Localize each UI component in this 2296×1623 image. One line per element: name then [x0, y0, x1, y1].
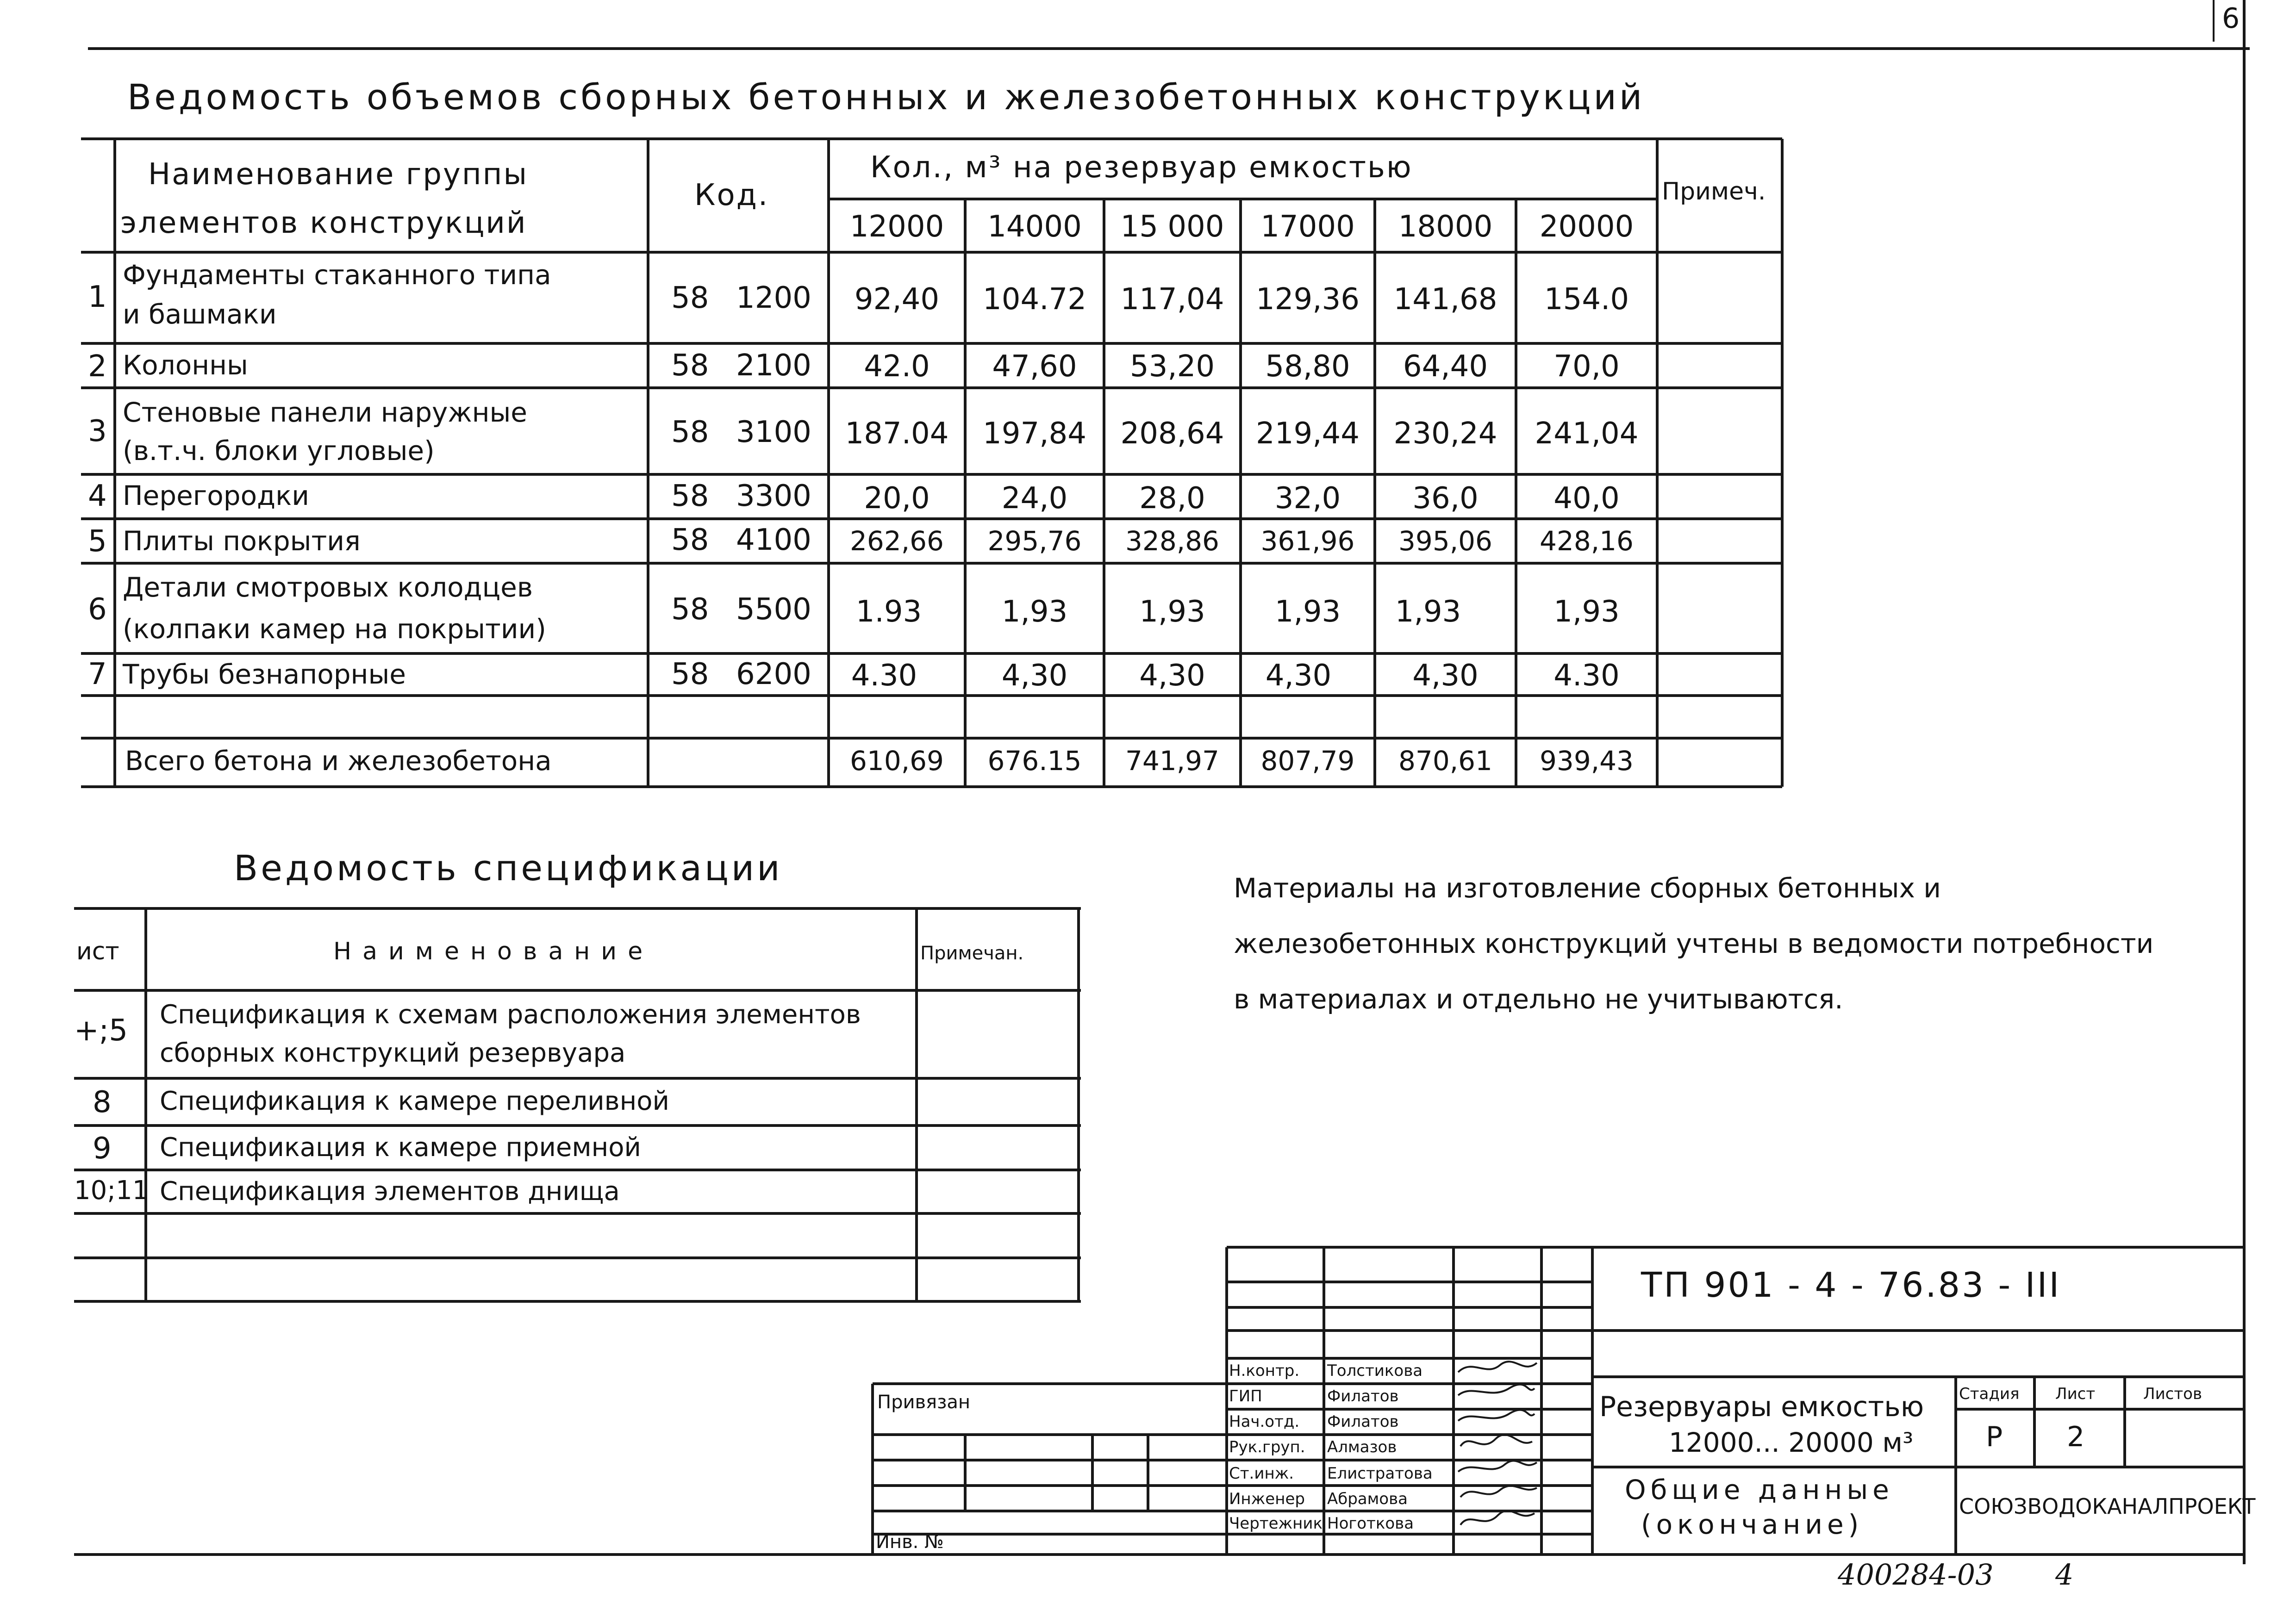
- row-number: 7: [88, 657, 107, 691]
- row-number: 2: [88, 349, 107, 384]
- spec-col-sheet-header: ист: [76, 938, 119, 965]
- materials-note-line-1: Материалы на изготовление сборных бетонных и: [1234, 872, 1941, 904]
- col-name-header-2: элементов конструкций: [120, 206, 527, 240]
- row-number: 5: [88, 524, 107, 559]
- role-label: Н.контр.: [1229, 1362, 1300, 1380]
- row-value: 1,93: [1554, 595, 1620, 629]
- spec-sheet: 8: [93, 1085, 112, 1119]
- materials-note-line-3: в материалах и отдельно не учитываются.: [1234, 983, 1843, 1015]
- person-name: Филатов: [1327, 1412, 1399, 1431]
- row-value: 24,0: [1001, 481, 1068, 516]
- row-code: 3300: [736, 479, 811, 513]
- row-value: 47,60: [992, 349, 1077, 384]
- row-value: 141,68: [1393, 282, 1497, 317]
- person-name: Абрамова: [1327, 1490, 1408, 1508]
- role-label: Нач.отд.: [1229, 1412, 1300, 1431]
- spec-name: Спецификация к камере переливной: [160, 1086, 669, 1116]
- person-name: Елистратова: [1327, 1464, 1433, 1483]
- row-value: 42.0: [864, 349, 930, 384]
- stamp-title-1: Резервуары емкостью: [1599, 1391, 1924, 1423]
- row-name-cont: (в.т.ч. блоки угловые): [123, 435, 435, 466]
- row-code-group: 58: [671, 415, 709, 449]
- total-value: 870,61: [1398, 745, 1492, 777]
- row-value: 4,30: [1001, 659, 1068, 693]
- privyazan-label: Привязан: [877, 1392, 971, 1413]
- row-value: 20,0: [864, 481, 930, 516]
- capacity-header: 17000: [1260, 210, 1355, 244]
- row-value: 64,40: [1403, 349, 1488, 384]
- sheet-value: 2: [2067, 1421, 2085, 1453]
- row-value: 219,44: [1256, 417, 1360, 451]
- row-value: 197,84: [983, 417, 1086, 451]
- row-value: 208,64: [1120, 417, 1224, 451]
- row-value: 328,86: [1125, 525, 1219, 557]
- row-code-group: 58: [671, 592, 709, 627]
- spec-name-cont: сборных конструкций резервуара: [160, 1038, 626, 1068]
- row-value: 4.30: [1554, 659, 1620, 693]
- role-label: Ст.инж.: [1229, 1464, 1294, 1483]
- capacity-header: 12000: [849, 210, 944, 244]
- role-label: Чертежник: [1229, 1514, 1323, 1533]
- row-value: 104.72: [983, 282, 1086, 317]
- row-code: 6200: [736, 657, 811, 691]
- document-code: ТП 901 - 4 - 76.83 - III: [1641, 1265, 2061, 1305]
- row-name: Детали смотровых колодцев: [123, 572, 533, 603]
- row-value: 187.04: [845, 417, 949, 451]
- col-note-header: Примеч.: [1662, 178, 1766, 205]
- archive-page: 4: [2055, 1558, 2074, 1592]
- signature-scribble: [1460, 1511, 1535, 1525]
- spec-sheet: +;5: [74, 1014, 128, 1048]
- row-value: 1,93: [1001, 595, 1068, 629]
- spec-sheet: 9: [93, 1132, 112, 1166]
- row-value: 262,66: [850, 525, 944, 557]
- capacity-header: 18000: [1398, 210, 1493, 244]
- row-value: 154.0: [1544, 282, 1629, 317]
- row-value: 230,24: [1393, 417, 1497, 451]
- row-value: 4,30: [1265, 659, 1332, 693]
- organization-name: СОЮЗВОДОКАНАЛПРОЕКТ: [1959, 1494, 2256, 1519]
- row-value: 70,0: [1554, 349, 1620, 384]
- signature-scribble: [1460, 1486, 1537, 1497]
- row-number: 3: [88, 414, 107, 448]
- total-value: 807,79: [1260, 745, 1355, 777]
- row-value: 1,93: [1139, 595, 1205, 629]
- page-number: 6: [2222, 2, 2240, 35]
- row-value: 361,96: [1260, 525, 1355, 557]
- row-value: 129,36: [1256, 282, 1360, 317]
- signature-scribble: [1458, 1461, 1537, 1472]
- stage-label: Стадия: [1959, 1385, 2020, 1403]
- row-value: 53,20: [1129, 349, 1215, 384]
- row-code: 1200: [736, 281, 811, 315]
- row-code-group: 58: [671, 479, 709, 513]
- row-value: 40,0: [1554, 481, 1620, 516]
- spec-col-name-header: Наименование: [333, 938, 654, 965]
- capacity-header: 20000: [1539, 210, 1634, 244]
- row-code-group: 58: [671, 657, 709, 691]
- row-name: Перегородки: [123, 480, 309, 511]
- total-value: 741,97: [1125, 745, 1219, 777]
- row-code-group: 58: [671, 281, 709, 315]
- spec-col-note-header: Примечан.: [920, 943, 1024, 964]
- row-value: 1,93: [1395, 595, 1461, 629]
- signature-scribble: [1458, 1362, 1537, 1372]
- spec-sheet: 10;11: [74, 1175, 149, 1206]
- spec-name: Спецификация к схемам расположения элементов: [160, 1000, 861, 1030]
- person-name: Толстикова: [1327, 1362, 1423, 1380]
- row-name: Плиты покрытия: [123, 525, 361, 557]
- person-name: Алмазов: [1327, 1438, 1397, 1456]
- role-label: Рук.груп.: [1229, 1438, 1305, 1456]
- row-value: 1,93: [1274, 595, 1341, 629]
- stamp-subtitle-2: (окончание): [1641, 1509, 1864, 1540]
- row-name-cont: (колпаки камер на покрытии): [123, 613, 546, 645]
- row-value: 32,0: [1274, 481, 1341, 516]
- row-number: 4: [88, 479, 107, 513]
- row-number: 6: [88, 592, 107, 627]
- capacity-header: 15 000: [1120, 210, 1224, 244]
- row-value: 4,30: [1412, 659, 1479, 693]
- row-value: 1.93: [855, 595, 922, 629]
- row-code: 3100: [736, 415, 811, 449]
- signature-scribble: [1458, 1410, 1535, 1421]
- role-label: Инженер: [1229, 1490, 1305, 1508]
- row-name: Трубы безнапорные: [123, 659, 406, 690]
- total-label: Всего бетона и железобетона: [125, 745, 552, 777]
- row-value: 4,30: [1139, 659, 1205, 693]
- row-value: 28,0: [1139, 481, 1205, 516]
- stamp-title-2: 12000... 20000 м³: [1669, 1427, 1914, 1458]
- row-code: 2100: [736, 348, 811, 383]
- role-label: ГИП: [1229, 1387, 1262, 1405]
- spec-name: Спецификация элементов днища: [160, 1176, 620, 1206]
- spec-title: Ведомость спецификации: [234, 847, 783, 889]
- row-value: 4.30: [851, 659, 917, 693]
- row-value: 295,76: [987, 525, 1082, 557]
- signatures: [1454, 1356, 1541, 1536]
- col-name-header-1: Наименование группы: [148, 157, 529, 192]
- person-name: Филатов: [1327, 1387, 1399, 1405]
- col-qty-header: Кол., м³ на резервуар емкостью: [870, 150, 1413, 185]
- row-value: 117,04: [1120, 282, 1224, 317]
- row-name: Колонны: [123, 349, 248, 381]
- total-value: 610,69: [850, 745, 944, 777]
- signature-scribble: [1458, 1385, 1535, 1395]
- row-name-cont: и башмаки: [123, 298, 277, 330]
- sheets-label: Листов: [2143, 1385, 2202, 1403]
- sheet-label: Лист: [2055, 1385, 2096, 1403]
- col-code-header: Код.: [694, 178, 769, 212]
- row-value: 36,0: [1412, 481, 1479, 516]
- spec-name: Спецификация к камере приемной: [160, 1132, 641, 1163]
- capacity-header: 14000: [987, 210, 1082, 244]
- row-value: 241,04: [1535, 417, 1639, 451]
- row-value: 58,80: [1265, 349, 1350, 384]
- archive-number: 400284-03: [1838, 1558, 1994, 1592]
- row-code: 4100: [736, 523, 811, 557]
- row-number: 1: [88, 280, 107, 314]
- row-value: 92,40: [854, 282, 940, 317]
- materials-note-line-2: железобетонных конструкций учтены в ведомости потребности: [1234, 928, 2154, 959]
- row-code-group: 58: [671, 348, 709, 383]
- total-value: 939,43: [1540, 745, 1634, 777]
- total-value: 676.15: [987, 745, 1082, 777]
- row-value: 428,16: [1540, 525, 1634, 557]
- row-code-group: 58: [671, 523, 709, 557]
- row-value: 395,06: [1398, 525, 1492, 557]
- signature-scribble: [1460, 1435, 1532, 1446]
- stamp-subtitle-1: Общие данные: [1625, 1474, 1894, 1505]
- volumes-title: Ведомость объемов сборных бетонных и железобетонных конструкций: [127, 76, 1645, 118]
- person-name: Ноготкова: [1327, 1514, 1414, 1533]
- row-code: 5500: [736, 592, 811, 627]
- row-name: Стеновые панели наружные: [123, 397, 527, 428]
- row-name: Фундаменты стаканного типа: [123, 259, 551, 291]
- inventory-label: Инв. №: [876, 1531, 944, 1553]
- stage-value: Р: [1986, 1421, 2003, 1453]
